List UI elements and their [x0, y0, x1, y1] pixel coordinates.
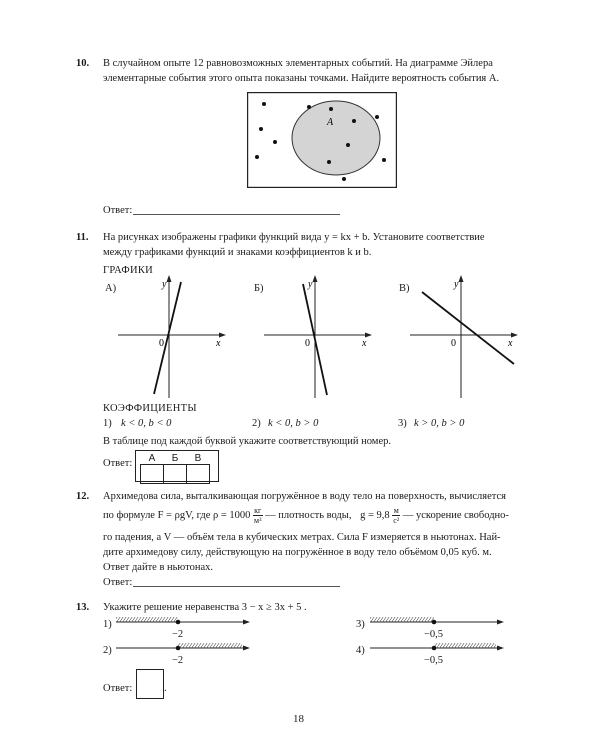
graph-a [116, 272, 228, 400]
answer-table-header [141, 452, 210, 465]
filled-point [432, 646, 437, 651]
event-point [342, 177, 346, 181]
hatched-region [178, 643, 242, 648]
table-header-b: Б [171, 452, 179, 464]
q12-text-line3: го падения, а V — объём тела в кубических метрах. Сила F измеряется в ньютонах. Най- [103, 532, 501, 543]
y-axis-arrow [167, 275, 172, 282]
y-axis-label: y [308, 279, 313, 290]
page-number: 18 [293, 713, 304, 725]
graph-b-label: Б) [254, 283, 264, 294]
density-unit-denominator: м³ [254, 516, 262, 525]
q13-answer-dot: . [164, 683, 167, 694]
hatched-region [434, 643, 496, 648]
q12-answer-field[interactable] [133, 586, 340, 587]
q13-number: 13. [76, 602, 90, 613]
q12-answer-label: Ответ: [103, 577, 133, 588]
x-axis-arrow [511, 333, 518, 338]
x-axis-label: x [216, 338, 221, 349]
function-line [422, 292, 514, 364]
event-point [255, 155, 259, 159]
gravity-unit-denominator: с² [393, 516, 400, 525]
density-unit-numerator: кг [254, 506, 262, 515]
y-axis-label: y [454, 279, 459, 290]
axis-arrow [243, 646, 250, 651]
option-1-text: k < 0, b < 0 [121, 418, 172, 429]
table-header-v: В [194, 452, 202, 464]
numberline-svg [116, 640, 252, 656]
option-2-text: k < 0, b > 0 [268, 418, 319, 429]
density-description: — плотность воды, [265, 509, 352, 521]
option-1-number: 1) [103, 418, 112, 429]
graph-a-svg [116, 272, 228, 400]
q10-answer-field[interactable] [133, 214, 340, 215]
q13-option-2-numberline[interactable] [116, 640, 252, 656]
q13-answer-box[interactable] [136, 669, 164, 699]
q12-number: 12. [76, 491, 90, 502]
axis-arrow [497, 646, 504, 651]
event-a-label: A [327, 117, 334, 128]
event-point [352, 119, 356, 123]
answer-table [140, 452, 210, 484]
x-axis-arrow [365, 333, 372, 338]
table-instruction: В таблице под каждой буквой укажите соответствующий номер. [103, 436, 391, 447]
graphs-heading: ГРАФИКИ [103, 265, 154, 276]
event-point [375, 115, 379, 119]
q12-text-line1: Архимедова сила, выталкивающая погружённое в воду тело на поверхность, вычисляется [103, 491, 506, 502]
filled-point [432, 620, 437, 625]
axis-arrow [497, 620, 504, 625]
graph-v-label: В) [399, 283, 410, 294]
q13-option-2-number: 2) [103, 645, 112, 656]
q12-text-line2 [103, 506, 509, 525]
graph-a-label: А) [105, 283, 117, 294]
event-point [382, 158, 386, 162]
q11-text-line2: между графиками функций и знаками коэффициентов k и b. [103, 247, 372, 258]
euler-diagram-svg [247, 92, 397, 188]
euler-diagram [247, 92, 397, 188]
q13-option-1-value: −2 [172, 629, 184, 640]
q10-number: 10. [76, 58, 90, 69]
option-3-text: k > 0, b > 0 [414, 418, 465, 429]
hatched-region [370, 617, 434, 622]
origin-label: 0 [305, 338, 310, 349]
graph-b-svg [262, 272, 374, 400]
q13-option-1-number: 1) [103, 619, 112, 630]
hatched-region [116, 617, 178, 622]
option-3-number: 3) [398, 418, 407, 429]
answer-cell-v[interactable] [187, 465, 210, 484]
coefficients-heading: КОЭФФИЦИЕНТЫ [103, 403, 197, 414]
q13-option-4-number: 4) [356, 645, 365, 656]
q10-text-line2: элементарные события этого опыта показаны точками. Найдите вероятность события A. [103, 73, 500, 84]
event-point [273, 140, 277, 144]
graph-b [262, 272, 374, 400]
event-point [346, 143, 350, 147]
event-point [307, 105, 311, 109]
filled-point [176, 620, 181, 625]
q10-text-line1: В случайном опыте 12 равновозможных элементарных событий. На диаграмме Эйлера [103, 58, 493, 69]
axis-arrow [243, 620, 250, 625]
q12-text-line5: Ответ дайте в ньютонах. [103, 562, 213, 573]
formula-text: по формуле F = ρgV, где ρ = 1000 [103, 509, 251, 521]
event-point [327, 160, 331, 164]
q11-text-line1: На рисунках изображены графики функций вида y = kx + b. Установите соответствие [103, 232, 485, 243]
event-a-circle [292, 101, 380, 175]
q13-text-line1: Укажите решение неравенства 3 − x ≥ 3x + 5 . [103, 602, 307, 613]
table-header-a: А [148, 452, 156, 464]
numberline-svg [116, 614, 252, 630]
q11-number: 11. [76, 232, 89, 243]
option-2-number: 2) [252, 418, 261, 429]
q13-option-2-value: −2 [172, 655, 184, 666]
x-axis-label: x [362, 338, 367, 349]
answer-cell-a[interactable] [141, 465, 164, 484]
answer-cell-b[interactable] [164, 465, 187, 484]
q13-option-1-numberline[interactable] [116, 614, 252, 630]
q13-answer-label: Ответ: [103, 683, 133, 694]
gravity-unit-numerator: м [393, 506, 399, 515]
filled-point [176, 646, 181, 651]
q12-text-line4: дите архимедову силу, действующую на погружённое в воду тело объёмом 0,05 куб. м. [103, 547, 492, 558]
origin-label: 0 [451, 338, 456, 349]
q13-option-3-value: −0,5 [424, 629, 444, 640]
q10-answer-label: Ответ: [103, 205, 133, 216]
event-point [262, 102, 266, 106]
density-unit-fraction [253, 506, 262, 525]
y-axis-arrow [313, 275, 318, 282]
gravity-value: g = 9,8 [360, 509, 390, 521]
q11-answer-label: Ответ: [103, 458, 133, 469]
q13-option-3-number: 3) [356, 619, 365, 630]
q13-option-4-value: −0,5 [424, 655, 444, 666]
x-axis-arrow [219, 333, 226, 338]
x-axis-label: x [508, 338, 513, 349]
y-axis-arrow [459, 275, 464, 282]
graph-v [408, 272, 520, 400]
graph-v-svg [408, 272, 520, 400]
origin-label: 0 [159, 338, 164, 349]
gravity-description: — ускорение свободно- [402, 509, 509, 521]
event-point [259, 127, 263, 131]
gravity-unit-fraction [392, 506, 400, 525]
y-axis-label: y [162, 279, 167, 290]
event-point [329, 107, 333, 111]
answer-table-cells [141, 465, 210, 484]
